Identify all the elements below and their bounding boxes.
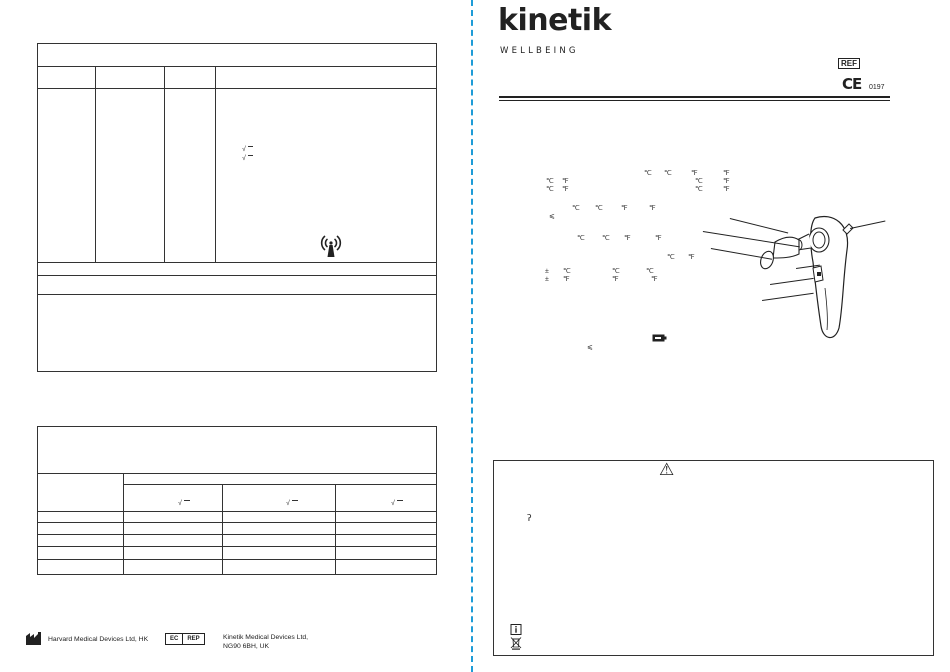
brand-logo [498,3,612,41]
less-equal-symbol: ⩽ [587,344,593,351]
fold-line [471,0,473,672]
unit-celsius: ℃ [664,170,672,177]
sqrt-symbol: √ [242,155,246,162]
unit-fahrenheit: ℉ [621,205,628,212]
table-rule [37,294,437,295]
unit-fahrenheit: ℉ [649,205,656,212]
unit-celsius: ℃ [646,268,654,275]
manufacturer-icon [26,632,41,645]
brand-name: kinetik [498,3,612,38]
sqrt-bar [292,500,298,501]
separation-distance-table [37,426,437,575]
sqrt-symbol: √ [286,500,290,507]
plus-minus-symbol: ± [545,268,549,275]
table-column-rule [335,484,336,575]
plus-minus-symbol: ± [545,276,549,283]
unit-celsius: ℃ [602,235,610,242]
table-column-rule [215,66,216,262]
unit-celsius: ℃ [595,205,603,212]
unit-celsius: ℃ [572,205,580,212]
unit-celsius: ℃ [612,268,620,275]
unit-fahrenheit: ℉ [562,186,569,193]
table-column-rule [222,484,223,575]
unit-fahrenheit: ℉ [624,235,631,242]
table-rule [37,473,437,474]
sqrt-symbol: √ [242,146,246,153]
notified-body-number: 0197 [869,84,885,91]
sqrt-symbol: √ [178,500,182,507]
consult-instructions-icon [510,624,522,635]
rep-label: REP [182,634,203,644]
brand-tagline-wrap [500,40,579,58]
table-column-rule [164,66,165,262]
sqrt-bar [248,146,253,147]
unit-celsius: ℃ [546,186,554,193]
battery-icon [652,334,667,342]
unit-fahrenheit: ℉ [651,276,658,283]
unit-fahrenheit: ℉ [563,276,570,283]
table-rule [37,511,437,512]
ec-rep-symbol [165,633,205,645]
unit-celsius: ℃ [695,178,703,185]
ref-symbol: REF [838,58,860,69]
table-rule [37,88,437,89]
unit-fahrenheit: ℉ [655,235,662,242]
callout-line [850,221,885,229]
header-rule-thick [499,96,890,98]
unit-celsius: ℃ [577,235,585,242]
warning-box [493,460,934,656]
table-column-rule [95,66,96,262]
sqrt-bar [184,500,190,501]
table-rule [37,546,437,547]
ce-mark: CE [842,75,862,93]
table-rule [37,275,437,276]
immunity-table [37,43,437,372]
unit-fahrenheit: ℉ [723,170,730,177]
table-rule [123,484,437,485]
sqrt-bar [397,500,403,501]
unit-celsius: ℃ [563,268,571,275]
brand-tagline: WELLBEING [500,46,579,56]
unit-celsius: ℃ [546,178,554,185]
ec-rep-name: Kinetik Medical Devices Ltd, [223,634,308,641]
unit-fahrenheit: ℉ [691,170,698,177]
sqrt-bar [248,155,253,156]
unit-celsius: ℃ [644,170,652,177]
warning-triangle-icon: ⚠ [659,460,675,480]
info-symbol: ʔ [527,514,532,524]
unit-fahrenheit: ℉ [612,276,619,283]
unit-fahrenheit: ℉ [688,254,695,261]
less-equal-symbol: ⩽ [549,213,555,220]
unit-celsius: ℃ [667,254,675,261]
table-rule [37,559,437,560]
ear-thermometer-illustration [755,210,855,342]
unit-fahrenheit: ℉ [723,178,730,185]
non-ionizing-radiation-icon [316,231,346,259]
table-rule [37,534,437,535]
table-rule [37,262,437,263]
sqrt-symbol: √ [391,500,395,507]
header-rule-thin [499,100,890,101]
unit-fahrenheit: ℉ [562,178,569,185]
unit-celsius: ℃ [695,186,703,193]
table-rule [37,66,437,67]
manufacturer-name: Harvard Medical Devices Ltd, HK [48,636,149,643]
weee-bin-icon [510,637,522,650]
unit-fahrenheit: ℉ [723,186,730,193]
table-rule [37,522,437,523]
table-column-rule [123,473,124,575]
ec-rep-address: NG90 6BH, UK [223,643,270,650]
ec-label: EC [170,636,179,642]
